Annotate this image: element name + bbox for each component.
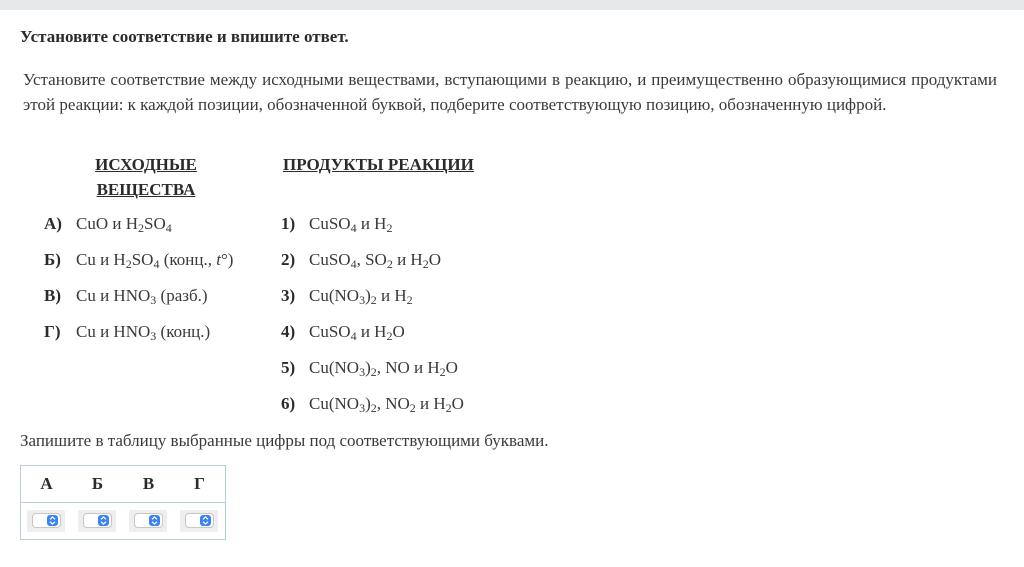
product-text: CuSO$_4$ и $H_2$ [309,214,393,235]
answer-table [20,465,226,540]
reactant-text: Cu и $H_2SO_4$ (конц., t°) [76,250,234,271]
product-text: $Cu(NO_3)_2$, NO и $H_2O$ [309,358,458,379]
answer-table-divider [21,502,225,503]
answer-header-a: А [40,474,53,493]
left-column-header: ИСХОДНЫЕ ВЕЩЕСТВА [95,155,197,199]
instruction-text: Запишите в таблицу выбранные цифры под соответствующими буквами. [20,431,549,450]
answer-header-b: Б [91,474,104,493]
select-caret-icon [200,515,211,526]
reactant-text: Cu и $HNO_3$ (разб.) [76,286,208,307]
answer-cell-v [129,510,167,532]
answer-header-g: Г [194,474,205,493]
reactant-row [44,321,210,347]
top-bar [0,0,1024,10]
answer-cell-b [78,510,116,532]
product-row [281,357,458,383]
answer-select-g[interactable] [185,513,214,528]
product-text: $Cu(NO_3)_2$ и $H_2$ [309,286,413,307]
select-caret-icon [149,515,160,526]
product-key: 1) [281,214,296,233]
product-key: 3) [281,286,296,305]
reactant-row [44,213,172,239]
answer-select-a[interactable] [32,513,61,528]
product-key: 5) [281,358,296,377]
product-key: 6) [281,394,296,413]
product-row [281,321,405,347]
product-row [281,393,464,419]
reactant-row [44,285,208,311]
task-title: Установите соответствие и впишите ответ. [20,27,349,46]
select-caret-icon [98,515,109,526]
reactant-key: Б) [44,250,61,269]
answer-cell-a [27,510,65,532]
product-text: CuSO$_4$ и $H_2O$ [309,322,405,343]
reactant-text: CuO и $H_2SO_4$ [76,214,172,235]
reactant-row [44,249,233,275]
product-key: 2) [281,250,296,269]
select-caret-icon [47,515,58,526]
product-row [281,249,441,275]
answer-cell-g [180,510,218,532]
right-column-header: ПРОДУКТЫ РЕАКЦИИ [283,155,474,174]
reactant-key: В) [44,286,61,305]
answer-header-v: В [142,474,155,493]
product-row [281,285,413,311]
reactant-text: Cu и $HNO_3$ (конц.) [76,322,211,343]
reactant-key: Г) [44,322,61,341]
product-row [281,213,392,239]
task-text: Установите соответствие между исходными веществами, вступающими в реакцию, и преимущественно образующимися продуктами этой реакции: к каждой позиции, обозначенной буквой, подберите соответствующую позицию, обозначенную цифрой. [23,70,997,114]
product-text: $Cu(NO_3)_2$, $NO_2$ и $H_2O$ [309,394,464,415]
answer-select-b[interactable] [83,513,112,528]
reactant-key: А) [44,214,62,233]
product-key: 4) [281,322,296,341]
answer-select-v[interactable] [134,513,163,528]
product-text: CuSO$_4$, $SO_2$ и $H_2O$ [309,250,441,271]
